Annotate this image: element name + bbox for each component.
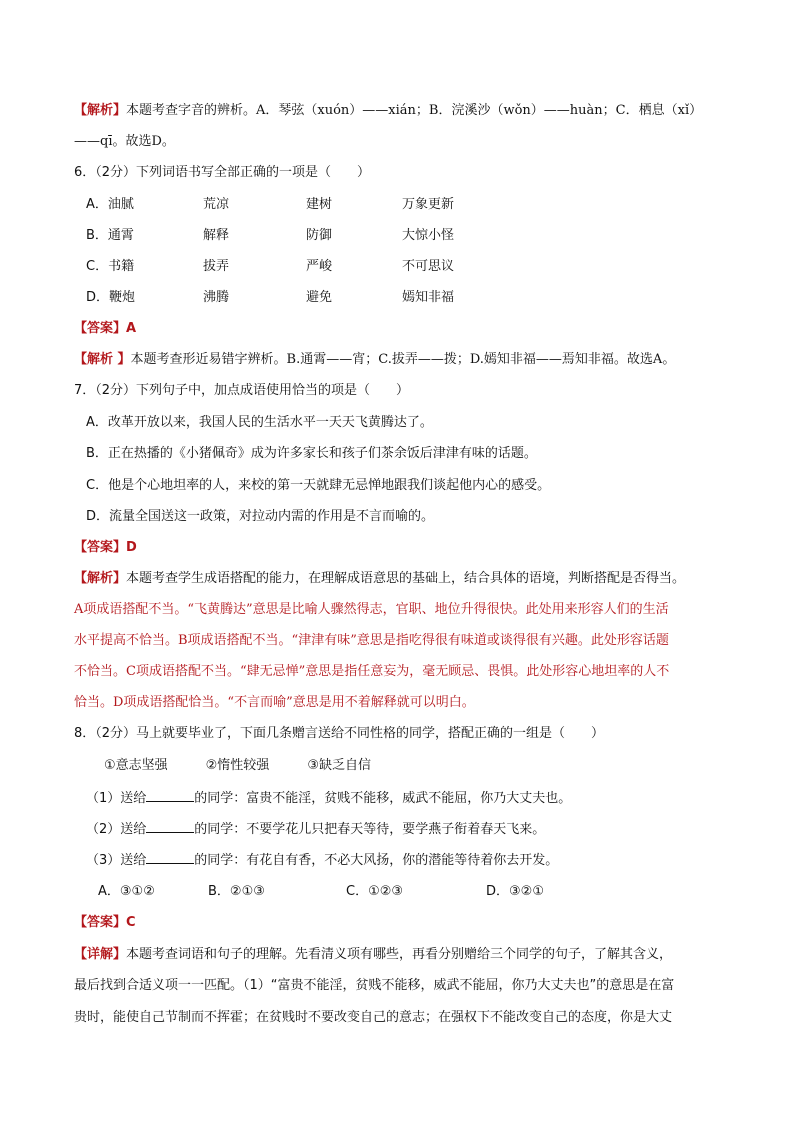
q6-option-d-word-2: 沸腾 bbox=[203, 290, 230, 305]
q8-item-2 bbox=[86, 819, 545, 840]
answer-value: D bbox=[126, 540, 137, 555]
fill-blank bbox=[146, 850, 194, 864]
answer-label: 【答案】 bbox=[74, 915, 127, 930]
q6-option-a-word-1: A．油腻 bbox=[86, 197, 134, 212]
q8-option-b: B．②①③ bbox=[208, 884, 265, 899]
q8-answer bbox=[74, 913, 136, 933]
q7-analysis-line-1 bbox=[74, 569, 685, 589]
q7-option-b: B．正在热播的《小猪佩奇》成为许多家长和孩子们茶余饭后津津有味的话题。 bbox=[86, 446, 537, 461]
analysis-label: 【解析】 bbox=[74, 571, 127, 586]
q8-item-1 bbox=[86, 788, 571, 809]
q6-option-d-word-1: D．鞭炮 bbox=[86, 290, 136, 305]
detail-label: 【详解】 bbox=[74, 947, 127, 962]
q8-item-text: 的同学：不要学花儿只把春天等待，要学燕子衔着春天飞来。 bbox=[194, 822, 546, 837]
q8-detail-line-3: 贵时，能使自己节制而不挥霍；在贫贱时不要改变自己的意志；在强权下不能改变自己的态度，你是大丈 bbox=[74, 1010, 673, 1025]
q6-stem: 6．（2分）下列词语书写全部正确的一项是（ ） bbox=[74, 165, 371, 180]
q6-option-c-word-2: 拔弄 bbox=[203, 259, 230, 274]
answer-label: 【答案】 bbox=[74, 540, 127, 555]
q8-detail-line-2: 最后找到合适义项一一匹配。（1）“富贵不能淫，贫贱不能移，威武不能屈，你乃大丈夫也”的意思是在富 bbox=[74, 978, 675, 993]
q6-option-c-word-1: C．书籍 bbox=[86, 259, 135, 274]
fill-blank bbox=[146, 788, 194, 802]
q8-item-prefix: （3）送给 bbox=[86, 853, 147, 868]
q7-analysis-line-2: A项成语搭配不当。“飞黄腾达”意思是比喻人骤然得志，官职、地位升得很快。此处用来形容人们的生活 bbox=[74, 602, 669, 617]
q8-trait-1: ①意志坚强 bbox=[104, 758, 168, 773]
analysis-text: 本题考查学生成语搭配的能力，在理解成语意思的基础上，结合具体的语境，判断搭配是否得当。 bbox=[126, 571, 686, 586]
q8-stem: 8．（2分）马上就要毕业了，下面几条赠言送给不同性格的同学，搭配正确的一组是（ ） bbox=[74, 726, 605, 741]
q8-option-a: A．③①② bbox=[98, 884, 155, 899]
q6-analysis bbox=[74, 350, 675, 370]
q5-analysis-line-2: ——qī。故选D。 bbox=[74, 134, 175, 149]
q6-option-c-word-4: 不可思议 bbox=[402, 259, 455, 274]
q8-item-text: 的同学：富贵不能淫，贫贱不能移，威武不能屈，你乃大丈夫也。 bbox=[194, 791, 572, 806]
q6-option-a bbox=[86, 195, 562, 215]
q6-option-d-word-4: 嫣知非福 bbox=[402, 290, 455, 305]
q7-answer bbox=[74, 538, 137, 558]
q8-item-text: 的同学：有花自有香，不必大风扬，你的潜能等待着你去开发。 bbox=[194, 853, 559, 868]
q8-trait-2: ②惰性较强 bbox=[205, 758, 270, 773]
q8-traits bbox=[104, 756, 371, 776]
q6-option-a-word-2: 荒凉 bbox=[203, 197, 230, 212]
q8-option-d: D．③②① bbox=[486, 884, 544, 899]
q6-option-b-word-1: B．通霄 bbox=[86, 228, 134, 243]
q8-detail-line-1 bbox=[74, 945, 672, 965]
q6-option-b-word-2: 解释 bbox=[203, 228, 230, 243]
q7-option-d: D．流量全国送这一政策，对拉动内需的作用是不言而喻的。 bbox=[86, 509, 435, 524]
q6-answer bbox=[74, 319, 136, 339]
q7-analysis-line-5: 恰当。D项成语搭配恰当。“不言而喻”意思是用不着解释就可以明白。 bbox=[74, 695, 475, 710]
q8-item-prefix: （1）送给 bbox=[86, 791, 147, 806]
q6-option-d-word-3: 避免 bbox=[306, 290, 333, 305]
analysis-label: 【解析】 bbox=[74, 103, 127, 118]
q6-option-c bbox=[86, 257, 562, 277]
q8-item-3 bbox=[86, 850, 558, 871]
q7-analysis-line-4: 不恰当。C项成语搭配不当。“肆无忌惮”意思是指任意妄为，毫无顾忌、畏惧。此处形容心地坦率的人不 bbox=[74, 664, 670, 679]
q7-analysis-line-3: 水平提高不恰当。B项成语搭配不当。“津津有味”意思是指吃得很有味道或谈得很有兴趣。此处形容话题 bbox=[74, 633, 669, 648]
q6-option-b bbox=[86, 226, 562, 246]
q7-option-a: A．改革开放以来，我国人民的生活水平一天天飞黄腾达了。 bbox=[86, 415, 433, 430]
q6-option-a-word-3: 建树 bbox=[306, 197, 333, 212]
q7-stem: 7．（2分）下列句子中，加点成语使用恰当的项是（ ） bbox=[74, 383, 410, 398]
q8-trait-3: ③缺乏自信 bbox=[307, 758, 371, 773]
q6-option-b-word-3: 防御 bbox=[306, 228, 333, 243]
answer-label: 【答案】 bbox=[74, 321, 127, 336]
q6-option-c-word-3: 严峻 bbox=[306, 259, 333, 274]
answer-value: A bbox=[126, 321, 137, 336]
q7-option-c: C．他是个心地坦率的人，来校的第一天就肆无忌惮地跟我们谈起他内心的感受。 bbox=[86, 478, 551, 493]
fill-blank bbox=[146, 819, 194, 833]
q6-option-a-word-4: 万象更新 bbox=[402, 197, 455, 212]
answer-value: C bbox=[126, 915, 136, 930]
q6-option-d bbox=[86, 288, 562, 308]
analysis-text: 本题考查字音的辨析。A．琴弦（xuón）——xián；B．浣溪沙（wǒn）——huàn；C．栖息（xǐ） bbox=[126, 103, 703, 118]
analysis-label: 【解析 】 bbox=[74, 352, 131, 367]
q8-options bbox=[98, 882, 566, 902]
q5-analysis-line-1 bbox=[74, 101, 702, 121]
q8-option-c: C．①②③ bbox=[346, 884, 404, 899]
q8-item-prefix: （2）送给 bbox=[86, 822, 147, 837]
detail-text: 本题考查词语和句子的理解。先看清义项有哪些，再看分别赠给三个同学的句子，了解其含义， bbox=[126, 947, 673, 962]
q6-option-b-word-4: 大惊小怪 bbox=[402, 228, 455, 243]
analysis-text: 本题考查形近易错字辨析。B.通霄——宵；C.拔弄——拨；D.嫣知非福——焉知非福。故选A。 bbox=[130, 352, 676, 367]
